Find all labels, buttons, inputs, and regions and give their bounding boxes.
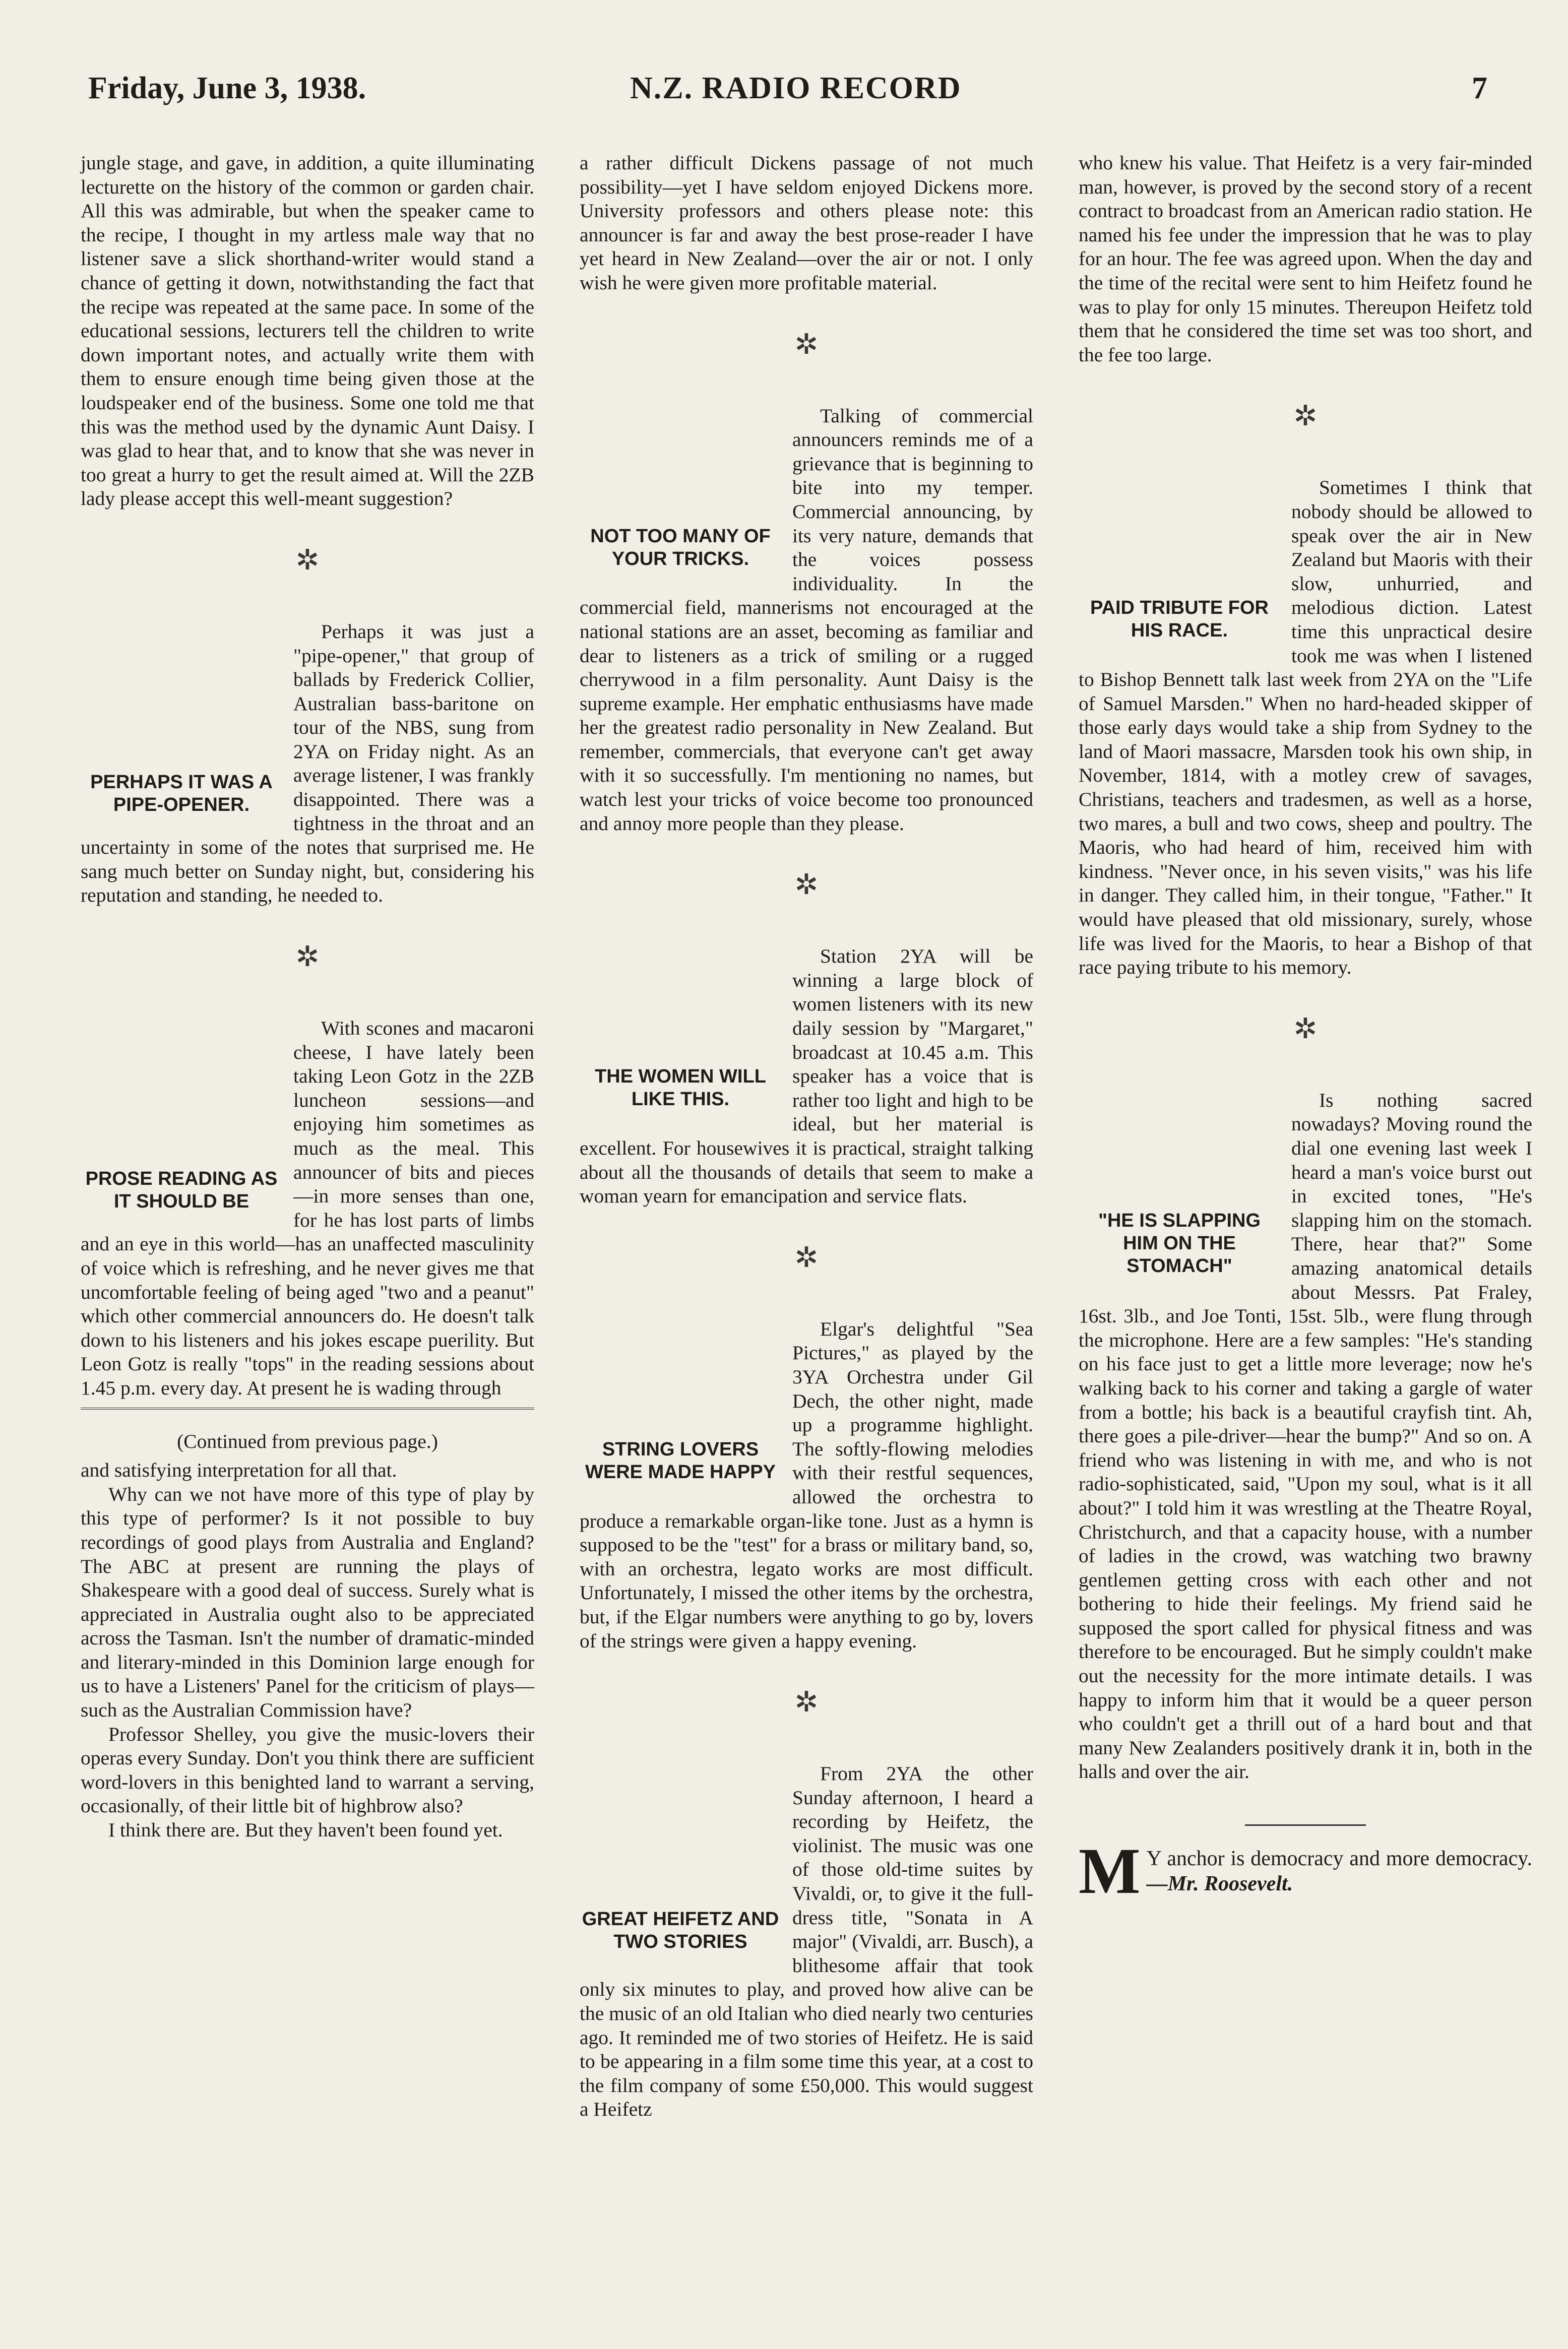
- publication-title: N.Z. RADIO RECORD: [630, 71, 962, 105]
- column-2: [580, 151, 1033, 2122]
- ornament-star-icon: ✲: [1293, 401, 1318, 432]
- paragraph: jungle stage, and gave, in addition, a quite illuminating lecturette on the history of the common or garden chair. All this was admirable, but when the speaker came to the recipe, I thought in my artless male way that no listener save a slick shorthand-writer would stand a chance of getting it down, notwithstanding the fact that the recipe was repeated at the same pace. In some of the educational sessions, lecturers tell the children to write down important notes, and actually write them with them to ensure enough time being given those at the loudspeaker end of the business. Some one told me that this was the method used by the dynamic Aunt Daisy. I was glad to hear that, and to know that she was never in too great a hurry to get the result aimed at. Will the 2ZB lady please accept this well-meant suggestion?: [81, 152, 534, 510]
- closing-quote: [1079, 1824, 1532, 1908]
- issue-date: Friday, June 3, 1938.: [88, 71, 366, 105]
- quote-rule: [1245, 1824, 1366, 1826]
- paragraph: and satisfying interpretation for all that.: [81, 1459, 397, 1482]
- side-heading: GREAT HEIFETZ AND TWO STORIES: [582, 1909, 779, 1953]
- ornament-star-icon: ✲: [794, 1687, 819, 1719]
- ornament-star-icon: ✲: [794, 329, 819, 360]
- paragraph: Why can we not have more of this type of play by this type of performer? Is it not possible to buy recordings of good plays from Australia and England? The ABC at present are running the plays of Shakespeare with a good deal of success. Surely what is appreciated in Australia ought also to be appreciated across the Tasman. Isn't the number of dramatic-minded and literary-minded in this Dominion large enough for us to have a Listeners' Panel for the criticism of plays—such as the Australian Commission have?: [81, 1483, 534, 1722]
- quote-text: Y anchor is democracy and more democracy.: [1146, 1847, 1532, 1871]
- page-header: [0, 0, 1568, 121]
- quote-attribution: —Mr. Roosevelt.: [1146, 1872, 1293, 1896]
- paragraph: Professor Shelley, you give the music-lovers their operas every Sunday. Don't you think there are sufficient word-lovers in this benighted land to warrant a serving, occasionally, of their little bit of highbrow also?: [81, 1723, 534, 1817]
- paragraph: NOT TOO MANY OF YOUR TRICKS. Talking of commercial announcers reminds me of a grievance that is beginning to bite into my temper. Commercial announcing, by its very nature, demands that the voices possess individuality. In the commercial field, mannerisms not encouraged at the national stations are an asset, becoming as familiar and dear to listeners as a trick of smiling or a rugged cherrywood in a film personality. Aunt Daisy is the supreme example. Her emphatic enthusiasms have made her the greatest radio personality in New Zealand. But remember, commercials, that everyone can't get away with it so successfully. I'm mentioning no names, but watch lest your tricks of voice become too pronounced and annoy more people than they please.: [580, 404, 1033, 835]
- ornament-star-icon: ✲: [295, 941, 320, 973]
- drop-cap: M: [1079, 1835, 1141, 1908]
- column-3: [1079, 151, 1532, 1908]
- paragraph: STRING LOVERS WERE MADE HAPPY Elgar's delightful "Sea Pictures," as played by the 3YA Orchestra under Gil Dech, the other night, made up a programme highlight. The softly-flowing melodies with their restful sequences, allowed the orchestra to produce a remarkable organ-like tone. Just as a hymn is supposed to be the "test" for a brass or military band, so, with an orchestra, legato works are most difficult. Unfortunately, I missed the other items by the orchestra, but, if the Elgar numbers were anything to go by, lovers of the strings were given a happy evening.: [580, 1317, 1033, 1652]
- paragraph: who knew his value. That Heifetz is a very fair-minded man, however, is proved by the second story of a recent contract to broadcast from an American radio station. He named his fee under the impression that he was to play for an hour. The fee was agreed upon. When the day and the time of the recital were sent to him Heifetz found he was to play for only 15 minutes. Thereupon Heifetz told them that he considered the time set was too short, and the fee too large.: [1079, 152, 1532, 366]
- paragraph: "HE IS SLAPPING HIM ON THE STOMACH" Is nothing sacred nowadays? Moving round the dial one evening last week I heard a man's voice burst out in excited tones, "He's slapping him on the stomach. There, hear that?" Some amazing anatomical details about Messrs. Pat Fraley, 16st. 3lb., and Joe Tonti, 15st. 5lb., were flung through the microphone. Here are a few samples: "He's standing on his face just to get a little more leverage; now he's walking back to his corner and taking a gargle of water from a bottle; his back is a beautiful crayfish tint. Ah, there goes a pile-driver—hear the bump?" And so on. A friend who was listening in with me, and who is not radio-sophisticated, said, "Upon my soul, what is it all about?" I told him it was wrestling at the Theatre Royal, Christchurch, and that a capacity house, with a number of ladies in the crowd, was watching two brawny gentlemen getting cross with each other and not bothering to hide their feelings. My friend said he supposed the sport called for physical fitness and was therefore to be encouraged. But he simply couldn't make out the necessity for the more intimate details. I was happy to inform him that it would be a queer person who couldn't get a thrill out of a hard bout and that many New Zealanders positively drank it in, both in the halls and over the air.: [1079, 1089, 1532, 1783]
- paragraph: PAID TRIBUTE FOR HIS RACE. Sometimes I think that nobody should be allowed to speak over the air in New Zealand but Maoris with their slow, unhurried, and melodious diction. Latest time this unpractical desire took me was when I listened to Bishop Bennett talk last week from 2YA on the "Life of Samuel Marsden." When no hard-headed skipper of those early days would take a ship from Sydney to the land of Maori massacre, Marsden took his own ship, in November, 1814, with a motley crew of savages, Christians, teachers and tradesmen, as well as a horse, two mares, a bull and two cows, sheep and poultry. The Maoris, who had heard of him, received him with kindness. "Never once, in his seven visits," was his life in danger. They called him, in their tongue, "Father." It would have pleased that old missionary, surely, whose life was lived for the Maoris, to hear a Bishop of that race paying tribute to his memory.: [1079, 476, 1532, 979]
- paragraph: I think there are. But they haven't been found yet.: [108, 1819, 503, 1842]
- side-heading: NOT TOO MANY OF YOUR TRICKS.: [590, 525, 771, 569]
- side-heading: THE WOMEN WILL LIKE THIS.: [595, 1066, 766, 1110]
- paragraph: THE WOMEN WILL LIKE THIS. Station 2YA will be winning a large block of women listeners with its new daily session by "Margaret," broadcast at 10.45 a.m. This speaker has a voice that is rather too light and high to be ideal, but her material is excellent. For housewives it is practical, straight talking about all the thousands of details that seem to make a woman yearn for emancipation and service flats.: [580, 945, 1033, 1208]
- paragraph: PROSE READING AS IT SHOULD BE With scones and macaroni cheese, I have lately been taking Leon Gotz in the 2ZB luncheon sessions—and enjoying him sometimes as much as the meal. This announcer of bits and pieces—in more senses than one, for he has lost parts of limbs and an eye in this world—has an unaffected masculinity of voice which is refreshing, and he never gives me that uncomfortable feeling of being aged "two and a peanut" which other commercial announcers do. He doesn't talk down to his listeners and his jokes escape puerility. But Leon Gotz is really "tops" in the reading sessions about 1.45 p.m. every day. At present he is wading through: [81, 1017, 534, 1399]
- side-heading: PERHAPS IT WAS A PIPE-OPENER.: [90, 771, 273, 815]
- column-1: [81, 151, 534, 1843]
- section-divider: [81, 1408, 534, 1415]
- page-number: 7: [1472, 71, 1487, 105]
- ornament-star-icon: ✲: [295, 544, 320, 576]
- ornament-star-icon: ✲: [794, 869, 819, 901]
- ornament-star-icon: ✲: [1293, 1013, 1318, 1045]
- continued-note: (Continued from previous page.): [177, 1430, 438, 1452]
- side-heading: STRING LOVERS WERE MADE HAPPY: [585, 1438, 776, 1483]
- ornament-star-icon: ✲: [794, 1242, 819, 1274]
- side-heading: "HE IS SLAPPING HIM ON THE STOMACH": [1098, 1210, 1261, 1277]
- side-heading: PAID TRIBUTE FOR HIS RACE.: [1090, 597, 1269, 642]
- side-heading: PROSE READING AS IT SHOULD BE: [85, 1168, 278, 1213]
- paragraph: GREAT HEIFETZ AND TWO STORIES From 2YA the other Sunday afternoon, I heard a recording by Heifetz, the violinist. The music was one of those old-time suites by Vivaldi, or, to give it the full-dress title, "Sonata in A major" (Vivaldi, arr. Busch), a blithesome affair that took only six minutes to play, and proved how alive can be the music of an old Italian who died nearly two centuries ago. It reminded me of two stories of Heifetz. He is said to be appearing in a film some time this year, at a cost to the film company of some £50,000. This would suggest a Heifetz: [580, 1762, 1033, 2121]
- paragraph: a rather difficult Dickens passage of not much possibility—yet I have seldom enjoyed Dickens more. University professors and others please note: this announcer is far and away the best prose-reader I have yet heard in New Zealand—over the air or not. I only wish he were given more profitable material.: [580, 152, 1033, 294]
- paragraph: PERHAPS IT WAS A PIPE-OPENER. Perhaps it was just a "pipe-opener," that group of ballads by Frederick Collier, Australian bass-baritone on tour of the NBS, sung from 2YA on Friday night. As an average listener, I was frankly disappointed. There was a tightness in the throat and an uncertainty in some of the notes that surprised me. He sang much better on Sunday night, but, considering his reputation and standing, he needed to.: [81, 620, 534, 907]
